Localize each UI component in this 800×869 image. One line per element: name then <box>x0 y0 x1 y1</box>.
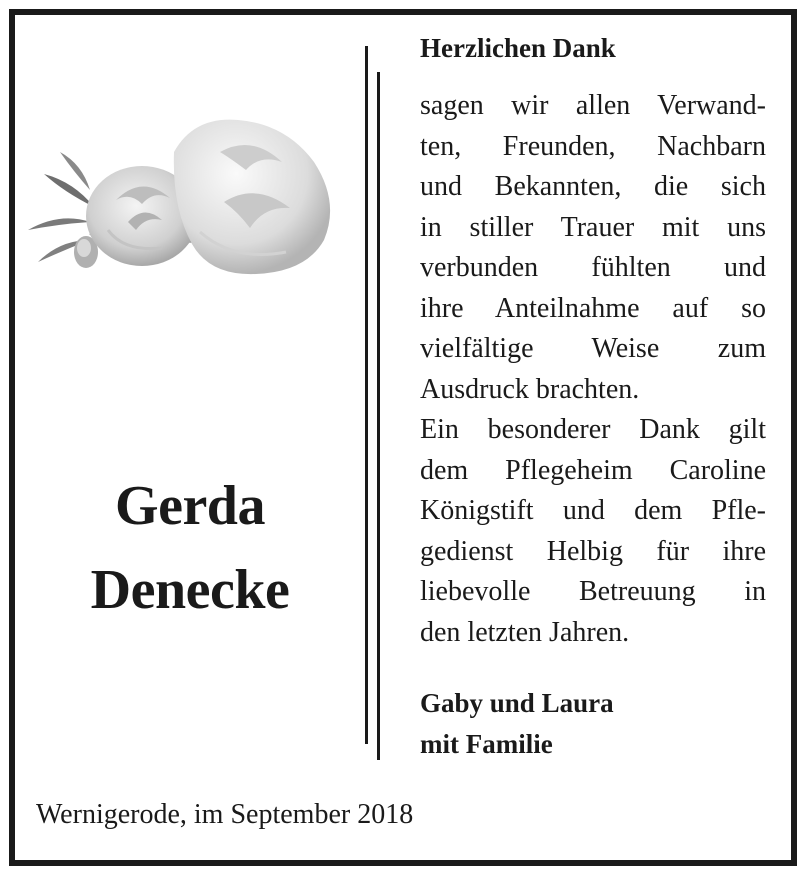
thanks-text-line: in stiller Trauer mit uns <box>420 211 766 243</box>
thanks-text-line: verbunden fühlten und <box>420 252 766 283</box>
thanks-text-line: Ein besonderer Dank gilt <box>420 414 766 445</box>
thanks-text-line: und Bekannten, die sich <box>420 171 766 202</box>
thanks-text-line: ten, Freunden, Nachbarn <box>420 130 766 162</box>
thanks-text-line: den letzten Jahren. <box>420 616 630 648</box>
thanks-text <box>420 86 766 653</box>
deceased-first-name: Gerda <box>115 475 265 537</box>
thanks-text-line: Königstift und dem Pfle- <box>420 495 766 526</box>
thanks-text-line: sagen wir allen Verwand- <box>420 90 766 121</box>
signature-family: mit Familie <box>420 729 553 759</box>
place-date: Wernigerode, im September 2018 <box>36 799 414 830</box>
divider-line-left <box>365 46 368 744</box>
thanks-heading: Herzlichen Dank <box>420 33 616 63</box>
signature-names: Gaby und Laura <box>420 688 614 718</box>
thanks-text-line: ihre Anteilnahme auf so <box>420 292 766 324</box>
thanks-text-line: vielfältige Weise zum <box>420 333 766 364</box>
thanks-text-line: liebevolle Betreuung in <box>420 576 766 607</box>
deceased-last-name: Denecke <box>90 559 290 621</box>
roses-illustration <box>24 112 344 292</box>
thanks-text-line: gedienst Helbig für ihre <box>420 535 766 567</box>
thanks-text-line: Ausdruck brachten. <box>420 373 640 405</box>
divider-line-right <box>377 72 380 760</box>
thanks-text-line: dem Pflegeheim Caroline <box>420 454 766 486</box>
